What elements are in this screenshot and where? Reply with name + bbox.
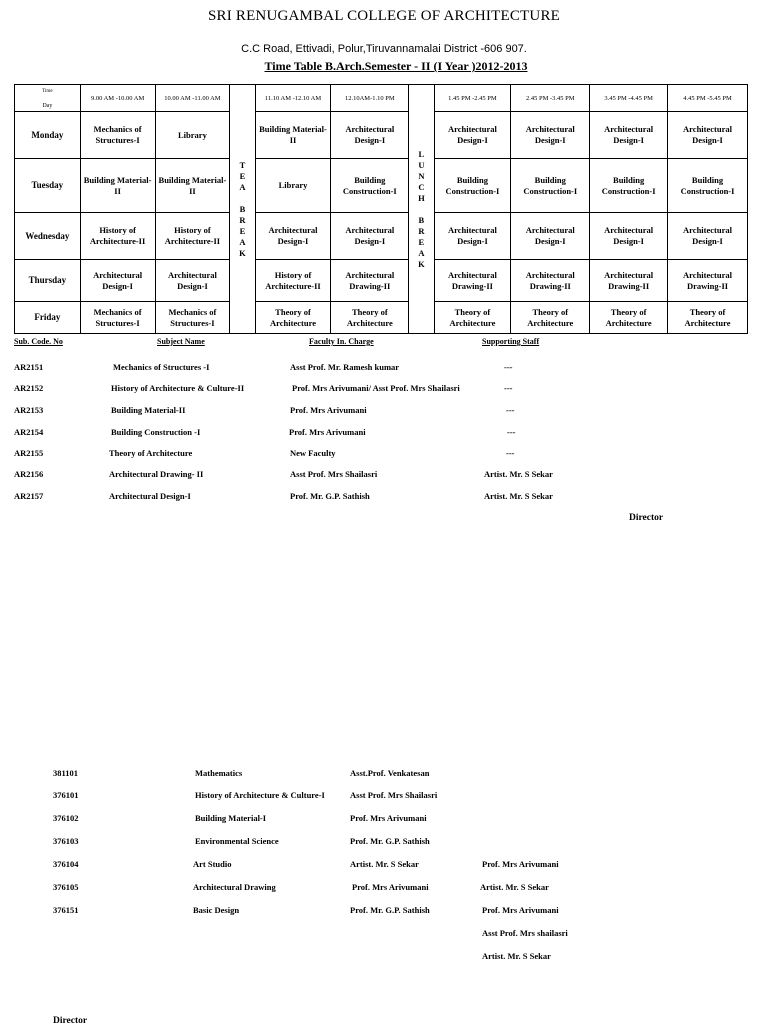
subject-code: 376104: [53, 859, 79, 869]
period-cell: Library: [155, 112, 230, 159]
subject-code: AR2156: [14, 469, 44, 479]
lunch-break-letter: N: [418, 170, 425, 181]
corner-time-label: Time: [42, 89, 53, 94]
lunch-break-letter: K: [418, 258, 425, 269]
period-cell: Building Material-II: [155, 159, 230, 213]
period-cell: Library: [255, 159, 331, 213]
subject-code: AR2155: [14, 448, 44, 458]
lunch-break-letter: L: [418, 148, 425, 159]
period-cell: Architectural Design-I: [80, 260, 155, 302]
day-label: Thursday: [15, 260, 81, 302]
subject-name: Mechanics of Structures -I: [113, 362, 210, 372]
subject-name: Architectural Drawing: [193, 882, 276, 892]
subject-name: History of Architecture & Culture-I: [195, 790, 325, 800]
faculty-in-charge: Artist. Mr. S Sekar: [350, 859, 419, 869]
lunch-break-letter: [410, 204, 432, 215]
supporting-staff: Artist. Mr. S Sekar: [484, 491, 553, 501]
time-slot-header: 3.45 PM -4.45 PM: [590, 85, 668, 112]
lunch-break-letter: H: [418, 192, 425, 203]
supporting-staff: Prof. Mrs Arivumani: [482, 859, 559, 869]
subject-name: Architectural Drawing- II: [109, 469, 204, 479]
faculty-in-charge: New Faculty: [290, 448, 336, 458]
timetable-row-tuesday: [15, 159, 748, 213]
lunch-break-letter: U: [418, 159, 425, 170]
period-cell: History of Architecture-II: [80, 213, 155, 260]
college-address: C.C Road, Ettivadi, Polur,Tiruvannamalai District -606 907.: [241, 43, 527, 55]
timetable-header-row: [15, 85, 748, 112]
supporting-staff: ---: [504, 383, 513, 393]
supporting-staff-header: Supporting Staff: [482, 337, 540, 346]
period-cell: Architectural Design-I: [668, 213, 748, 260]
period-cell: Theory of Architecture: [434, 302, 511, 334]
college-title: SRI RENUGAMBAL COLLEGE OF ARCHITECTURE: [207, 8, 561, 24]
faculty-in-charge: Prof. Mrs Arivumani: [290, 405, 367, 415]
faculty-in-charge: Prof. Mr. G.P. Sathish: [350, 836, 430, 846]
period-cell: History of Architecture-II: [255, 260, 331, 302]
director-signature-label: Director: [629, 513, 664, 523]
period-cell: Theory of Architecture: [255, 302, 331, 334]
tea-break-letter: E: [239, 170, 246, 181]
period-cell: Architectural Design-I: [331, 112, 409, 159]
corner-day-label: Day: [42, 103, 53, 109]
subject-code: AR2151: [14, 362, 44, 372]
tea-break-letter: T: [239, 159, 246, 170]
faculty-in-charge: Asst.Prof. Venkatesan: [350, 768, 430, 778]
tea-break-letter: B: [239, 203, 246, 214]
subject-code: 376103: [53, 836, 79, 846]
supporting-staff: ---: [504, 362, 513, 372]
corner-cell: [15, 85, 81, 112]
subject-code: 381101: [53, 768, 79, 778]
subject-name: History of Architecture & Culture-II: [111, 383, 245, 393]
period-cell: History of Architecture-II: [155, 213, 230, 260]
faculty-in-charge: Asst Prof. Mrs Shailasri: [350, 790, 438, 800]
subject-code: 376102: [53, 813, 79, 823]
tea-break-letter: A: [239, 236, 246, 247]
faculty-in-charge: Prof. Mrs Arivumani: [289, 427, 366, 437]
period-cell: Building Construction-I: [331, 159, 409, 213]
day-label: Wednesday: [15, 213, 81, 260]
faculty-in-charge: Prof. Mrs Arivumani: [350, 813, 427, 823]
subject-code-header: Sub. Code. No: [14, 337, 63, 346]
time-slot-header: 1.45 PM -2.45 PM: [434, 85, 511, 112]
period-cell: Theory of Architecture: [668, 302, 748, 334]
period-cell: Architectural Drawing-II: [511, 260, 590, 302]
faculty-in-charge: Asst Prof. Mrs Shailasri: [290, 469, 378, 479]
subject-code: AR2153: [14, 405, 44, 415]
time-slot-header: 9.00 AM -10.00 AM: [80, 85, 155, 112]
subject-name: Theory of Architecture: [109, 448, 193, 458]
period-cell: Architectural Design-I: [668, 112, 748, 159]
lunch-break-letter: E: [418, 236, 425, 247]
supporting-staff: Artist. Mr. S Sekar: [480, 882, 549, 892]
subject-name: Building Construction -I: [111, 427, 201, 437]
timetable-row-monday: [15, 112, 748, 159]
timetable-row-thursday: [15, 260, 748, 302]
tea-break-letter: K: [239, 247, 246, 258]
subject-name: Mathematics: [195, 768, 243, 778]
faculty-in-charge: Prof. Mr. G.P. Sathish: [290, 491, 370, 501]
supporting-staff: Artist. Mr. S Sekar: [482, 951, 551, 961]
period-cell: Building Construction-I: [668, 159, 748, 213]
faculty-in-charge: Prof. Mrs Arivumani: [352, 882, 429, 892]
timetable: [14, 84, 748, 334]
subject-name: Basic Design: [193, 905, 240, 915]
lunch-break-letter: B: [418, 214, 425, 225]
lunch-break-letter: C: [418, 181, 425, 192]
supporting-staff: Asst Prof. Mrs shailasri: [482, 928, 568, 938]
period-cell: Architectural Design-I: [434, 112, 511, 159]
period-cell: Architectural Drawing-II: [668, 260, 748, 302]
faculty-in-charge: Prof. Mr. G.P. Sathish: [350, 905, 430, 915]
time-slot-header: 10.00 AM -11.00 AM: [155, 85, 230, 112]
subject-code: AR2157: [14, 491, 44, 501]
period-cell: Architectural Design-I: [434, 213, 511, 260]
period-cell: Architectural Design-I: [511, 112, 590, 159]
time-slot-header: 12.10AM-1.10 PM: [331, 85, 409, 112]
lunch-break-letter: A: [418, 247, 425, 258]
subject-name: Environmental Science: [195, 836, 279, 846]
period-cell: Architectural Drawing-II: [590, 260, 668, 302]
subject-name: Building Material-I: [195, 813, 267, 823]
faculty-in-charge: Prof. Mrs Arivumani/ Asst Prof. Mrs Shailasri: [292, 383, 460, 393]
period-cell: Theory of Architecture: [590, 302, 668, 334]
subject-name: Building Material-II: [111, 405, 186, 415]
subject-code: AR2154: [14, 427, 44, 437]
period-cell: Building Material-II: [255, 112, 331, 159]
period-cell: Building Material-II: [80, 159, 155, 213]
tea-break-column: [230, 85, 255, 334]
period-cell: Architectural Design-I: [511, 213, 590, 260]
period-cell: Mechanics of Structures-I: [155, 302, 230, 334]
timetable-row-friday: [15, 302, 748, 334]
tea-break-letter: R: [239, 214, 246, 225]
subject-code: 376151: [53, 905, 79, 915]
period-cell: Architectural Drawing-II: [434, 260, 511, 302]
period-cell: Architectural Design-I: [331, 213, 409, 260]
day-label: Monday: [15, 112, 81, 159]
day-label: Tuesday: [15, 159, 81, 213]
period-cell: Theory of Architecture: [331, 302, 409, 334]
tea-break-letter: A: [239, 181, 246, 192]
supporting-staff: ---: [506, 405, 515, 415]
timetable-title: Time Table B.Arch.Semester - II (I Year )2012-2013: [264, 59, 528, 73]
subject-code: AR2152: [14, 383, 44, 393]
faculty-header: Faculty In. Charge: [309, 337, 374, 346]
period-cell: Architectural Design-I: [590, 213, 668, 260]
faculty-in-charge: Asst Prof. Mr. Ramesh kumar: [290, 362, 400, 372]
tea-break-letter: [231, 193, 253, 204]
lunch-break-column: [409, 85, 434, 334]
period-cell: Mechanics of Structures-I: [80, 302, 155, 334]
lunch-break-letter: R: [418, 225, 425, 236]
tea-break-letter: E: [239, 225, 246, 236]
subject-name-header: Subject Name: [157, 337, 205, 346]
time-slot-header: 11.10 AM -12.10 AM: [255, 85, 331, 112]
supporting-staff: ---: [506, 448, 515, 458]
time-slot-header: 4.45 PM -5.45 PM: [668, 85, 748, 112]
subject-name: Art Studio: [193, 859, 232, 869]
supporting-staff: Artist. Mr. S Sekar: [484, 469, 553, 479]
time-slot-header: 2.45 PM -3.45 PM: [511, 85, 590, 112]
period-cell: Building Construction-I: [511, 159, 590, 213]
subject-name: Architectural Design-I: [109, 491, 191, 501]
subject-code: 376101: [53, 790, 79, 800]
period-cell: Architectural Design-I: [590, 112, 668, 159]
period-cell: Mechanics of Structures-I: [80, 112, 155, 159]
supporting-staff: ---: [507, 427, 516, 437]
day-label: Friday: [15, 302, 81, 334]
supporting-staff: Prof. Mrs Arivumani: [482, 905, 559, 915]
period-cell: Architectural Design-I: [255, 213, 331, 260]
period-cell: Building Construction-I: [434, 159, 511, 213]
subject-code: 376105: [53, 882, 79, 892]
period-cell: Architectural Drawing-II: [331, 260, 409, 302]
period-cell: Theory of Architecture: [511, 302, 590, 334]
period-cell: Architectural Design-I: [155, 260, 230, 302]
timetable-row-wednesday: [15, 213, 748, 260]
director-signature-label-2: Director: [53, 1016, 88, 1026]
period-cell: Building Construction-I: [590, 159, 668, 213]
